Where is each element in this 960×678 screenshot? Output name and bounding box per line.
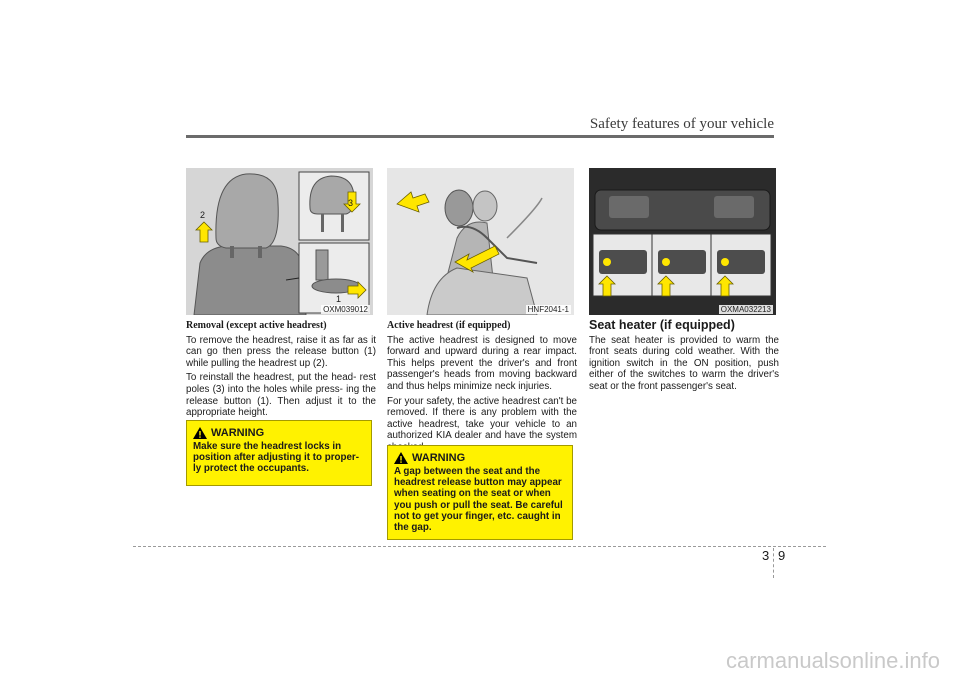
warning-text: Make sure the headrest locks in position after adjusting it to proper- ly protect the occupants. <box>193 441 359 475</box>
headrest-illustration <box>186 168 373 315</box>
active-headrest-para-2: For your safety, the active headrest can't be removed. If there is any problem with the active headrest, take your vehicle to an authorized KIA dealer and have the system <box>387 395 577 442</box>
warning-triangle-icon <box>394 452 408 464</box>
callout-2: 2 <box>200 210 206 220</box>
seat-heater-heading: Seat heater (if equipped) <box>589 318 735 332</box>
seat-heater-figure <box>589 168 776 315</box>
warning-title: WARNING <box>211 427 265 439</box>
figure-code: OXM039012 <box>323 305 368 314</box>
watermark: carmanualsonline.info <box>725 648 940 673</box>
column-active-headrest <box>387 320 577 457</box>
warning-box-active-headrest <box>387 445 573 540</box>
page-number-separator <box>773 548 774 578</box>
callout-3: 3 <box>348 198 354 208</box>
removal-para-2: To reinstall the headrest, put the head- rest poles (3) into the holes while press- ing the release button (1). Then adjust it to the appropriate height. <box>186 372 376 419</box>
chapter-number: 3 <box>762 548 770 563</box>
removal-heading: Removal (except active headrest) <box>186 320 327 331</box>
figure-code: HNF2041-1 <box>527 305 569 314</box>
column-headrest-removal <box>186 320 376 422</box>
headrest-figure <box>186 168 373 315</box>
warning-text: A gap between the seat and the headrest release button may appear when seating on the seat or when you push or pull the seat. Be careful not to get your finger, etc. caught in the gap. <box>394 466 563 534</box>
active-headrest-para-1: The active headrest is designed to move forward and upward during a rear impact. This helps prevent the driver's and front passenger's heads from moving backward and thus helps minimize neck injuries. <box>387 334 577 392</box>
callout-1: 1 <box>336 294 342 304</box>
footer-rule <box>133 546 826 547</box>
seat-heater-illustration <box>589 168 776 315</box>
removal-para-1: To remove the headrest, raise it as far as it can go then press the release button (1) while pulling the headrest up (2). <box>186 334 376 369</box>
warning-title: WARNING <box>412 452 466 464</box>
header-rule <box>186 135 774 138</box>
column-seat-heater <box>589 320 779 396</box>
active-headrest-heading: Active headrest (if equipped) <box>387 320 511 331</box>
figure-code: OXMA032213 <box>720 305 771 314</box>
section-title: Safety features of your vehicle <box>589 116 774 132</box>
warning-box-headrest <box>186 420 372 486</box>
active-headrest-illustration <box>387 168 574 315</box>
page-number: 9 <box>778 548 786 563</box>
seat-heater-para-1: The seat heater is provided to warm the front seats during cold weather. With the ignition switch in the ON position, push either of the switches to warm the driver's seat or the front passenger's seat. <box>589 334 779 392</box>
active-headrest-figure <box>387 168 574 315</box>
warning-triangle-icon <box>193 427 207 439</box>
